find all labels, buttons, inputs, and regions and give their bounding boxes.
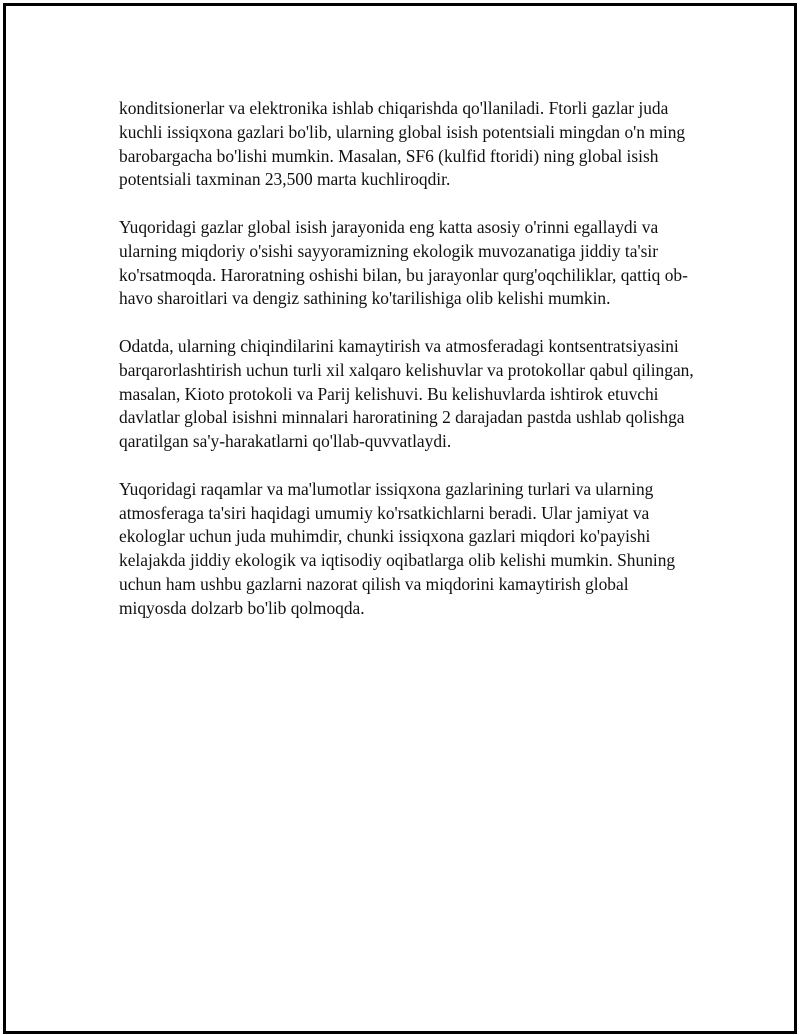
paragraph-4: Yuqoridagi raqamlar va ma'lumotlar issiqxona gazlarining turlari va ularning atmosferaga ta'siri haqidagi umumiy ko'rsatkichlarni beradi. Ular jamiyat va ekologlar uchun juda muhimdir, chunki issiqxona gazlari miqdori ko'payishi kelajakda jiddiy ekologik va iqtisodiy oqibatlarga olib kelishi mumkin. Shuning uchun ham ushbu gazlarni nazorat qilish va miqdorini kamaytirish global miqyosda dolzarb bo'lib qolmoqda. [119,478,676,618]
paragraph-1: konditsionerlar va elektronika ishlab chiqarishda qo'llaniladi. Ftorli gazlar juda kuchli issiqxona gazlari bo'lib, ularning global isish potentsiali mingdan o'n ming barobargacha bo'lishi mumkin. Masalan, SF6 (kulfid ftoridi) ning global isish potentsiali taxminan 23,500 marta kuchliroqdir. [119,98,686,190]
page-frame [3,3,797,1034]
document-body [119,97,699,644]
paragraph-3: Odatda, ularning chiqindilarini kamaytirish va atmosferadagi kontsentratsiyasini barqarorlashtirish uchun turli xil xalqaro kelishuvlar va protokollar qabul qilingan, masalan, Kioto protokoli va Parij kelishuvi. Bu kelishuvlarda ishtirok etuvchi davlatlar global isishni minnalari haroratining 2 darajadan pastda ushlab qolishga qaratilgan sa'y-harakatlarni qo'llab-quvvatlaydi. [119,335,694,452]
paragraph-2: Yuqoridagi gazlar global isish jarayonida eng katta asosiy o'rinni egallaydi va ularning miqdoriy o'sishi sayyoramizning ekologik muvozanatiga jiddiy ta'sir ko'rsatmoqda. Haroratning oshishi bilan, bu jarayonlar qurg'oqchiliklar, qattiq ob-havo sharoitlari va dengiz sathining ko'tarilishiga olib kelishi mumkin. [119,216,688,309]
